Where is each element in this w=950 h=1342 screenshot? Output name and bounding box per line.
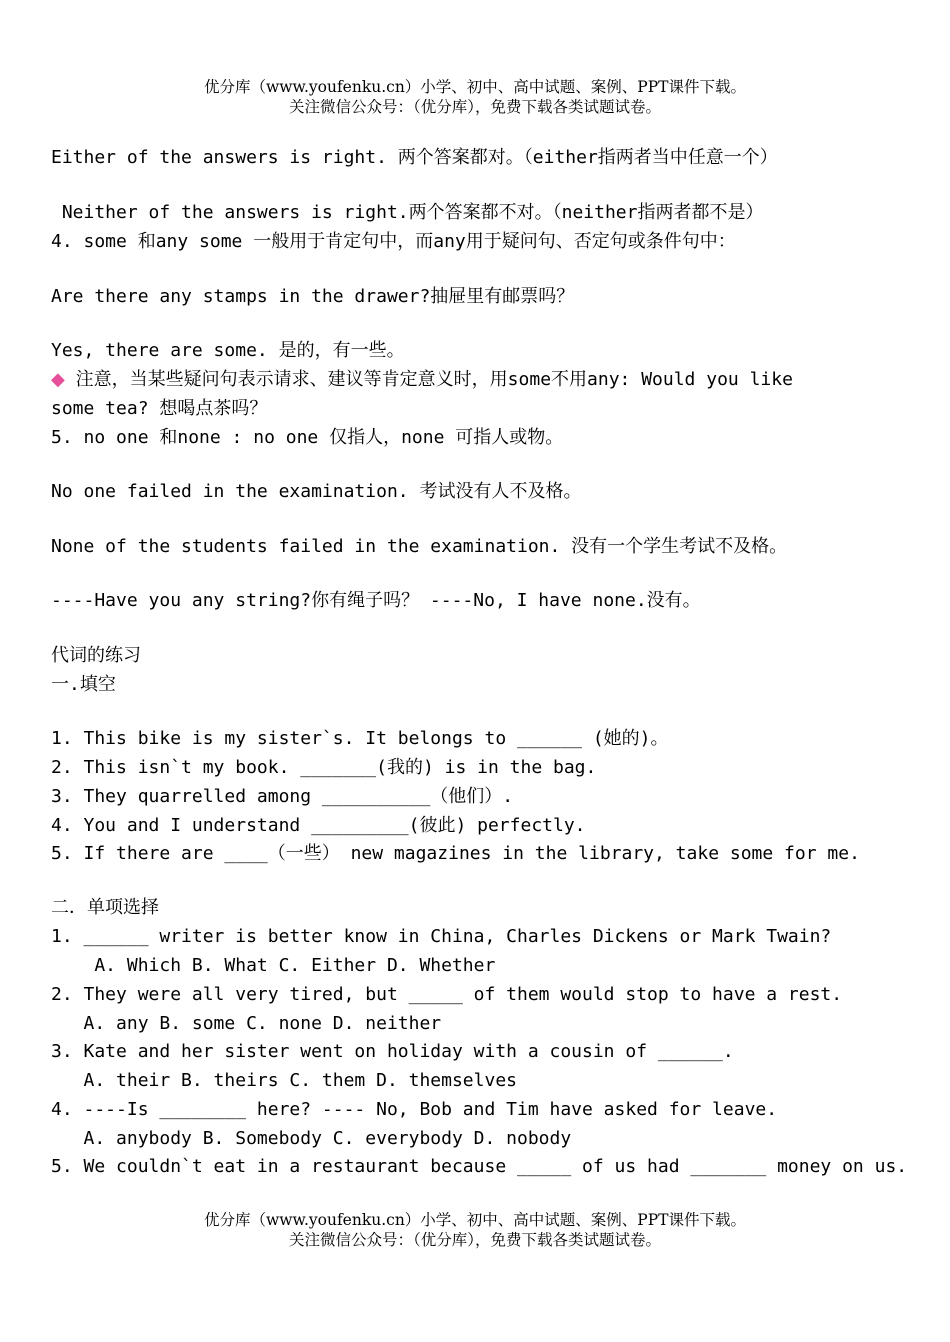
exercise-title: 代词的练习 (51, 645, 141, 666)
any-example: Are there any stamps in the drawer?抽屉里有邮票吗？ (51, 286, 575, 307)
note-line-2: some tea? 想喝点茶吗？ (51, 398, 268, 419)
note-text: 注意，当某些疑问句表示请求、建议等肯定意义时，用some不用any: Would you like (64, 369, 793, 390)
choice-options-2: A. any B. some C. none D. neither (51, 1013, 442, 1034)
diamond-bullet-icon: ◆ (51, 369, 65, 390)
fill-question-5: 5. If there are ____（一些） new magazines in the library, take some for me. (51, 843, 860, 864)
neither-example: Neither of the answers is right.两个答案都不对。（neither指两者都不是） (51, 202, 764, 223)
fill-question-4: 4. You and I understand _________(彼此) perfectly. (51, 815, 586, 836)
choice-options-4: A. anybody B. Somebody C. everybody D. nobody (51, 1128, 572, 1149)
part-1-title: 一.填空 (51, 674, 116, 695)
fill-question-3: 3. They quarrelled among __________（他们）. (51, 786, 514, 807)
footer-line-2: 关注微信公众号：（优分库），免费下载各类试题试卷。 (288, 1231, 661, 1249)
choice-question-5: 5. We couldn`t eat in a restaurant because _____ of us had _______ money on us. (51, 1156, 908, 1177)
part-2-title: 二．单项选择 (51, 897, 159, 918)
choice-options-3: A. their B. theirs C. them D. themselves (51, 1070, 517, 1091)
header-line-1: 优分库（www.youfenku.cn）小学、初中、高中试题、案例、PPT课件下载。 (203, 78, 747, 96)
some-example: Yes, there are some. 是的，有一些。 (51, 340, 405, 361)
header-line-2: 关注微信公众号：（优分库），免费下载各类试题试卷。 (288, 98, 661, 116)
point-4-some-any: 4. some 和any some 一般用于肯定句中，而any用于疑问句、否定句或条件句中： (51, 231, 736, 252)
note-line-1 (51, 368, 793, 392)
choice-question-4: 4. ----Is ________ here? ---- No, Bob and Tim have asked for leave. (51, 1099, 778, 1120)
fill-question-1: 1. This bike is my sister`s. It belongs to ______ (她的)。 (51, 728, 669, 749)
no-one-example: No one failed in the examination. 考试没有人不及格。 (51, 481, 582, 502)
choice-question-3: 3. Kate and her sister went on holiday with a cousin of ______. (51, 1041, 734, 1062)
dialog-example: ----Have you any string?你有绳子吗？ ----No, I have none.没有。 (51, 590, 701, 611)
choice-options-1: A. Which B. What C. Either D. Whether (51, 955, 496, 976)
none-example: None of the students failed in the examination. 没有一个学生考试不及格。 (51, 536, 788, 557)
choice-question-1: 1. ______ writer is better know in China, Charles Dickens or Mark Twain? (51, 926, 832, 947)
point-5-no-one-none: 5. no one 和none : no one 仅指人，none 可指人或物。 (51, 427, 564, 448)
either-example: Either of the answers is right. 两个答案都对。（either指两者当中任意一个） (51, 147, 778, 168)
fill-question-2: 2. This isn`t my book. _______(我的) is in the bag. (51, 757, 597, 778)
choice-question-2: 2. They were all very tired, but _____ of them would stop to have a rest. (51, 984, 843, 1005)
footer-line-1: 优分库（www.youfenku.cn）小学、初中、高中试题、案例、PPT课件下载。 (203, 1211, 747, 1229)
